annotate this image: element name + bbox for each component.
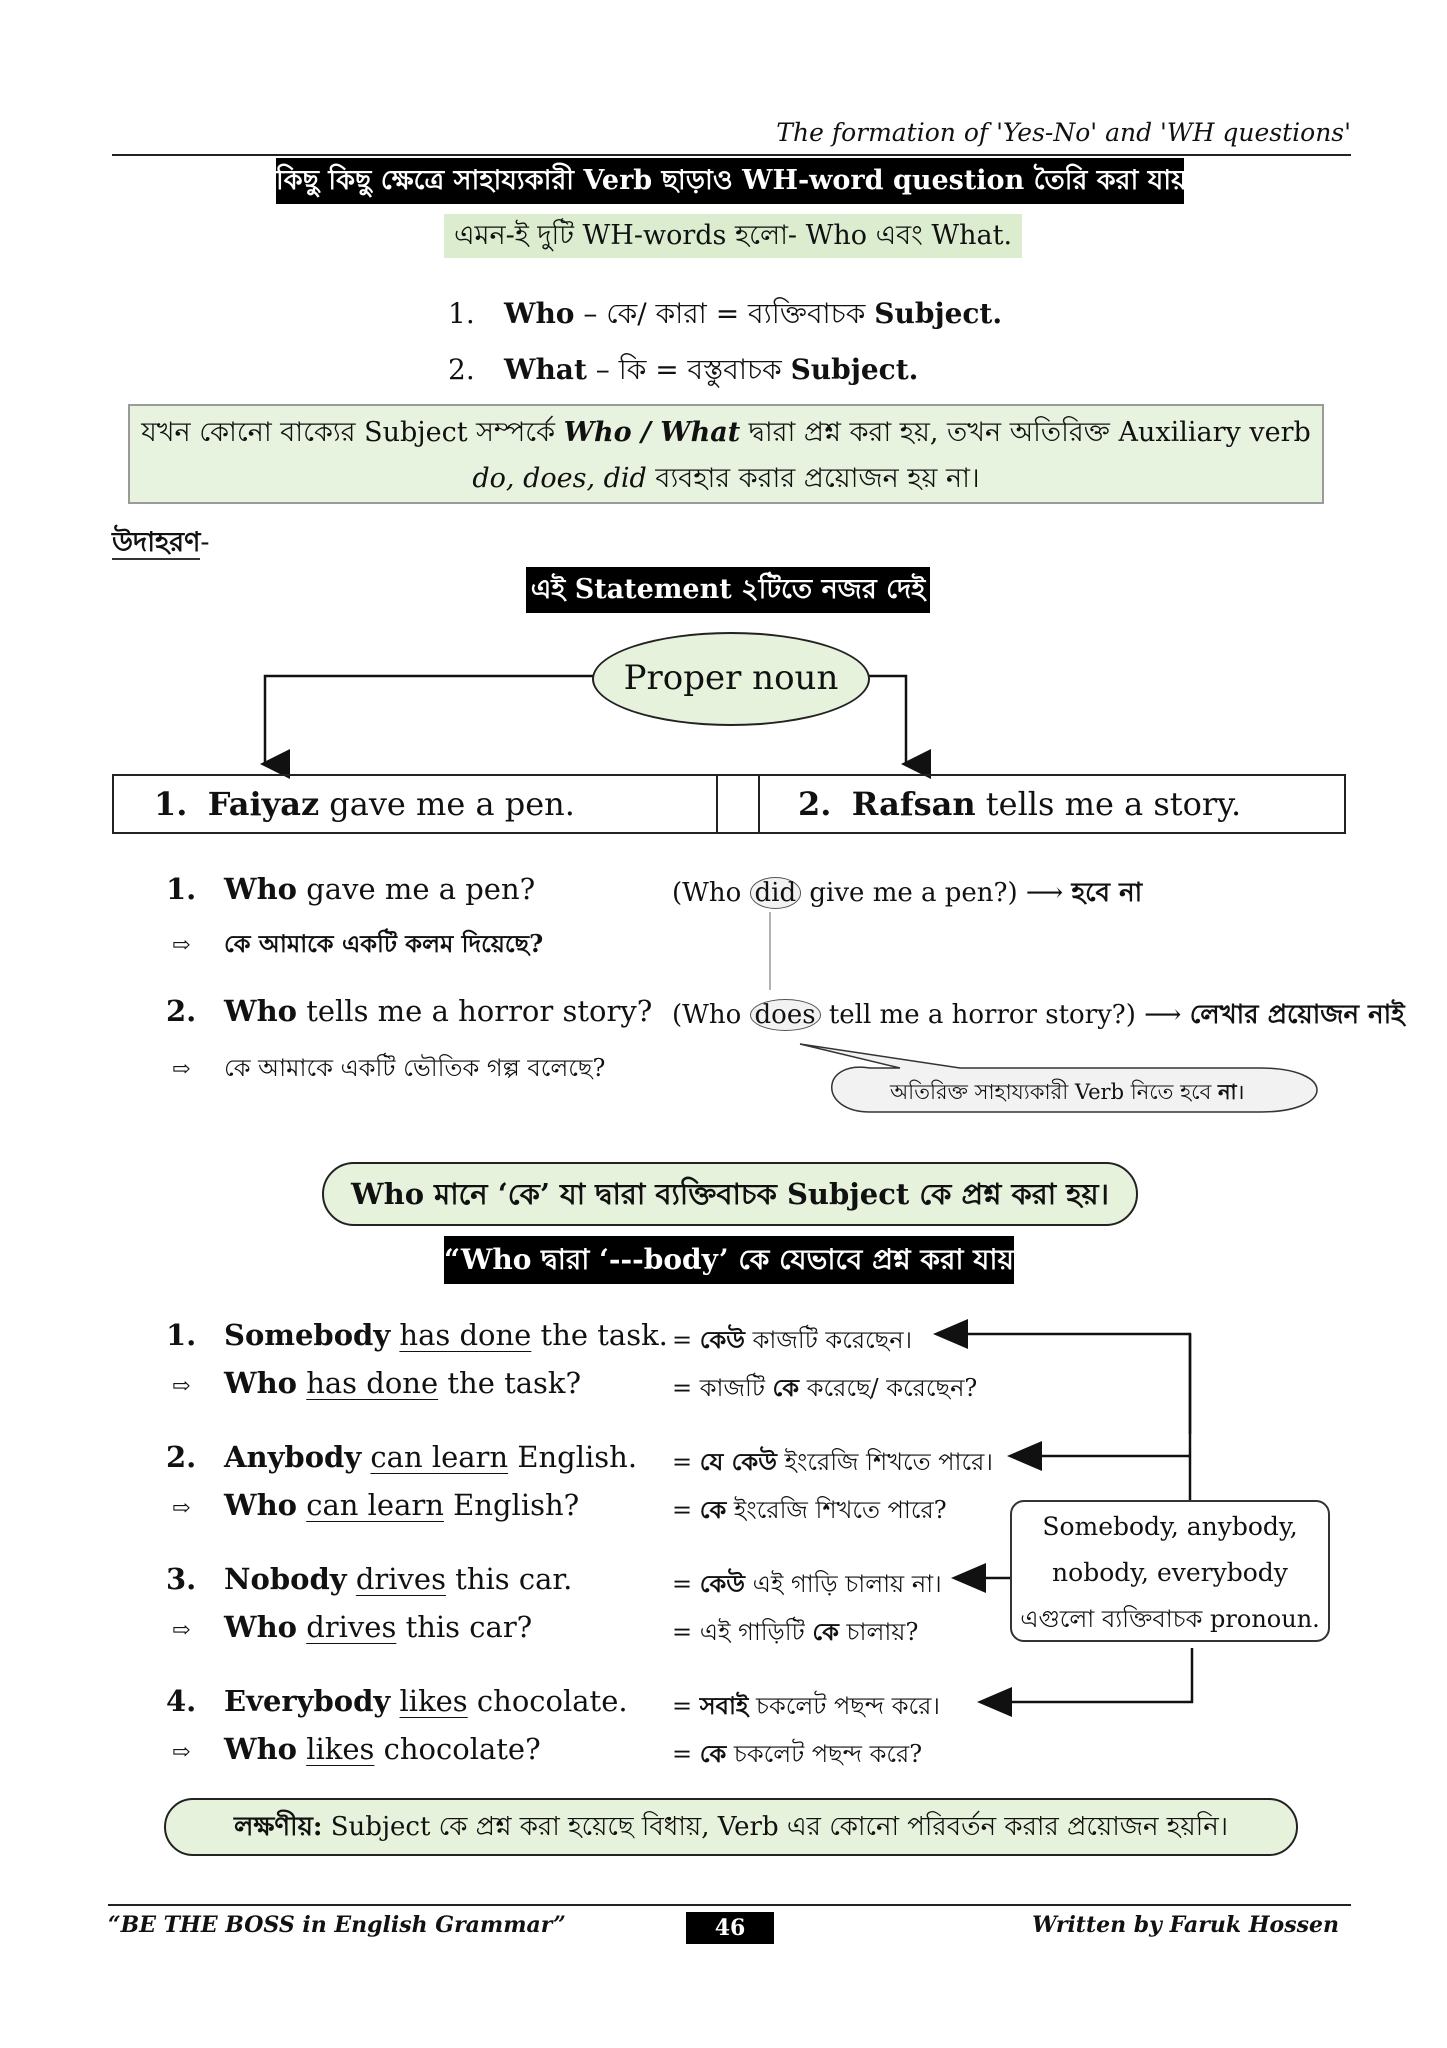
aux-circle: does <box>750 999 821 1031</box>
wh-intro: এমন-ই দুটি WH-words হলো- Who এবং What. <box>444 214 1022 258</box>
page-number: 46 <box>686 1912 774 1944</box>
example-label: উদাহরণ- <box>112 527 210 558</box>
body-question: ⇨ Who can learn English? <box>172 1488 580 1522</box>
wrong-form: (Who does tell me a horror story?) ⟶ লেখার প্রয়োজন নাই <box>672 1000 1405 1030</box>
body-bn: = কে চকলেট পছন্দ করে? <box>672 1739 923 1768</box>
body-bn: = কাজটি কে করেছে/ করেছেন? <box>672 1373 978 1402</box>
body-banner: “Who দ্বারা ‘---body’ কে যেভাবে প্রশ্ন করা যায়” <box>444 1236 1014 1284</box>
definition-row: 1. Who – কে/ কারা = ব্যক্তিবাচক Subject. <box>448 297 1003 330</box>
body-question: ⇨ Who likes chocolate? <box>172 1732 541 1766</box>
body-question: ⇨ Who drives this car? <box>172 1610 533 1644</box>
definition-row: 2. What – কি = বস্তুবাচক Subject. <box>448 353 919 386</box>
body-bn: = এই গাড়িটি কে চালায়? <box>672 1617 919 1646</box>
question-row: 1. Who gave me a pen? <box>166 872 536 906</box>
body-example: 2. Anybody can learn English. <box>166 1440 638 1474</box>
body-bn: = কেউ কাজটি করেছেন। <box>672 1325 913 1354</box>
aux-circle: did <box>750 877 802 909</box>
question-row: 2. Who tells me a horror story? <box>166 994 653 1028</box>
who-meaning-pill: Who মানে ‘কে’ যা দ্বারা ব্যক্তিবাচক Subject কে প্রশ্ন করা হয়। <box>322 1162 1138 1226</box>
body-example: 3. Nobody drives this car. <box>166 1562 573 1596</box>
statements-table <box>112 774 1346 834</box>
bottom-note-pill: লক্ষণীয়: Subject কে প্রশ্ন করা হয়েছে বিধায়, Verb এর কোনো পরিবর্তন করার প্রয়োজন হয়নি। <box>164 1798 1298 1856</box>
body-bn: = কে ইংরেজি শিখতে পারে? <box>672 1495 947 1524</box>
section-banner: কিছু কিছু ক্ষেত্রে সাহায্যকারী Verb ছাড়াও WH-word question তৈরি করা যায় <box>276 158 1184 204</box>
proper-noun-ellipse: Proper noun <box>592 632 870 726</box>
body-bn: = কেউ এই গাড়ি চালায় না। <box>672 1569 942 1598</box>
callout-text: অতিরিক্ত সাহায্যকারী Verb নিতে হবে না। <box>890 1079 1245 1104</box>
wrong-form: (Who did give me a pen?) ⟶ হবে না <box>672 878 1143 908</box>
statement-cell: 2. Rafsan tells me a story. <box>798 785 1242 823</box>
table-spacer <box>718 776 760 832</box>
auxiliary-note-box: যখন কোনো বাক্যের Subject সম্পর্কে Who / What দ্বারা প্রশ্ন করা হয়, তখন অতিরিক্ত Auxiliary verb do, does, did ব্যবহার করার প্রয়োজন হয় না। <box>128 404 1324 504</box>
question-translation: ⇨ কে আমাকে একটি ভৌতিক গল্প বলেছে? <box>172 1054 606 1082</box>
body-bn: = যে কেউ ইংরেজি শিখতে পারে। <box>672 1447 993 1476</box>
proper-noun-arrow-right <box>866 676 906 764</box>
footer-left: “BE THE BOSS in English Grammar” <box>108 1912 566 1938</box>
statement-banner: এই Statement ২টিতে নজর দেই <box>526 567 930 613</box>
body-question: ⇨ Who has done the task? <box>172 1366 582 1400</box>
question-translation: ⇨ কে আমাকে একটি কলম দিয়েছে? <box>172 929 544 958</box>
footer-rule <box>108 1904 1351 1906</box>
footer-right: Written by Faruk Hossen <box>1032 1912 1339 1938</box>
pronoun-box: Somebody, anybody, nobody, everybody এগুলো ব্যক্তিবাচক pronoun. <box>1010 1500 1330 1642</box>
proper-noun-arrow-left <box>265 676 594 764</box>
body-example: 4. Everybody likes chocolate. <box>166 1684 628 1718</box>
header-title: The formation of 'Yes-No' and 'WH questions' <box>776 118 1351 147</box>
body-bn: = সবাই চকলেট পছন্দ করে। <box>672 1691 940 1720</box>
bracket-arrow-4 <box>982 1648 1192 1702</box>
statement-cell: 1. Faiyaz gave me a pen. <box>114 776 718 832</box>
body-example: 1. Somebody has done the task. <box>166 1318 668 1352</box>
